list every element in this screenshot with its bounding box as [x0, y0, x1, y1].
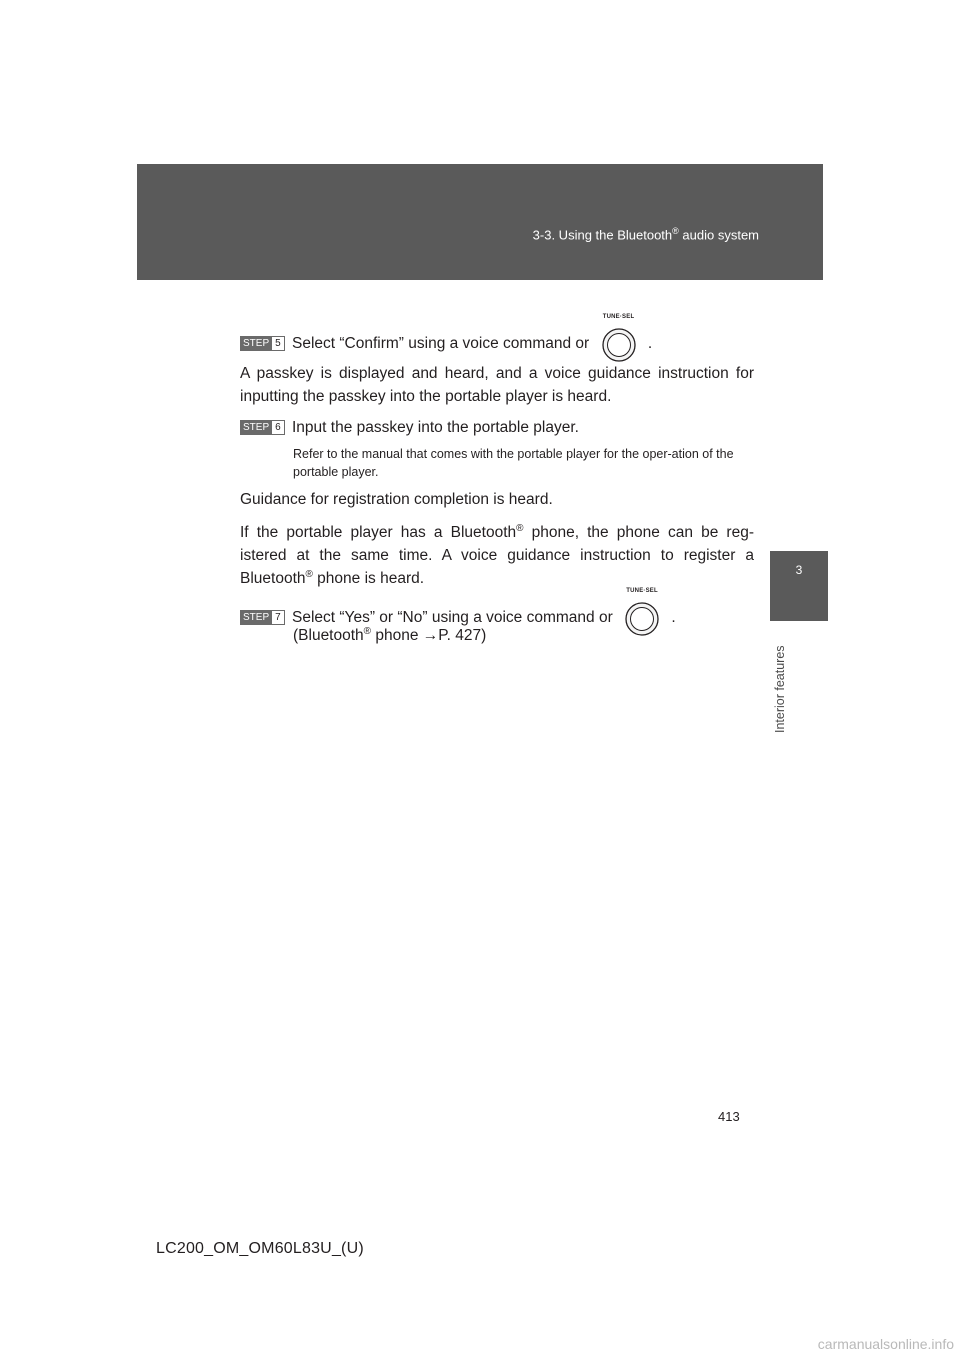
step-5-text: Select “Confirm” using a voice command or [292, 335, 590, 352]
step-badge [240, 336, 285, 351]
step-7-period: . [671, 609, 676, 626]
step-badge-label: STEP [241, 611, 272, 624]
para3-part3: phone is heard. [312, 570, 425, 587]
registered-mark: ® [516, 522, 524, 534]
para3-part1: If the portable player has a Bluetooth [240, 524, 517, 541]
knob-label: TUNE·SEL [602, 314, 635, 320]
watermark: carmanualsonline.info [817, 1336, 954, 1352]
paragraph-passkey: A passkey is displayed and heard, and a voice guidance instruction for inputting the passkey into the portable player is heard. [240, 365, 754, 405]
registered-mark: ® [363, 625, 372, 637]
para3-part2: phone, the phone can be reg-istered at the same time. A voice guidance instruction to register a Bluetooth [240, 524, 754, 587]
paragraph-bluetooth-phone [240, 521, 754, 590]
step-badge-label: STEP [241, 421, 272, 434]
step-6 [240, 419, 579, 437]
step-badge [240, 420, 285, 435]
section-title [533, 226, 759, 242]
step-7-line2-part1: (Bluetooth [293, 627, 364, 644]
registered-mark: ® [305, 568, 313, 580]
step-5 [240, 314, 653, 362]
chapter-number: 3 [795, 563, 803, 577]
step-5-period: . [647, 335, 653, 352]
step-7-page-reference: phone →P. 427) [371, 627, 487, 644]
chapter-label-text: Interior features [773, 645, 787, 733]
tune-sel-knob-icon [600, 314, 638, 362]
step-7-line2 [293, 627, 486, 645]
section-title-prefix: 3-3. Using the Bluetooth [532, 227, 673, 243]
step-badge-number: 7 [275, 612, 281, 623]
chapter-label [773, 627, 789, 733]
paragraph-guidance: Guidance for registration completion is heard. [240, 491, 553, 508]
tune-sel-knob-icon [623, 588, 661, 636]
header-band [137, 164, 823, 280]
step-7-text: Select “Yes” or “No” using a voice command or [292, 609, 613, 626]
step-badge-number: 6 [275, 422, 281, 433]
step-badge [240, 610, 285, 625]
step-6-text: Input the passkey into the portable player. [292, 419, 579, 436]
note-refer-manual: Refer to the manual that comes with the portable player for the oper-ation of the portable player. [293, 447, 734, 479]
footer-code: LC200_OM_OM60L83U_(U) [156, 1240, 364, 1257]
registered-mark: ® [672, 226, 679, 236]
step-badge-label: STEP [241, 337, 272, 350]
page-number: 413 [718, 1109, 740, 1124]
step-badge-number: 5 [275, 338, 281, 349]
knob-label: TUNE·SEL [626, 588, 658, 594]
section-title-suffix: audio system [678, 227, 759, 243]
chapter-tab [770, 551, 828, 621]
